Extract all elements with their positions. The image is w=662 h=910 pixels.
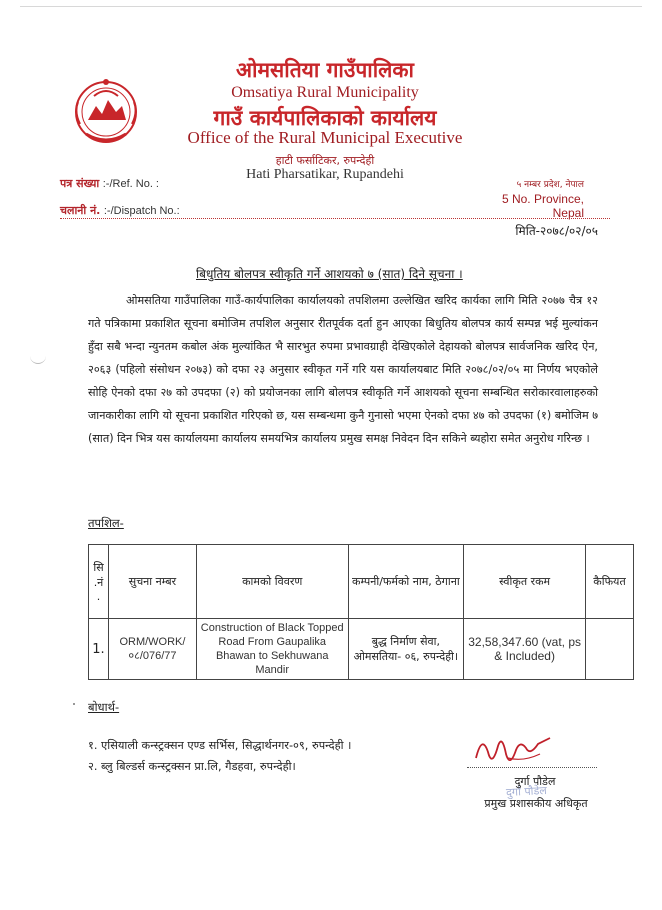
- col-header-work: कामको विवरण: [196, 545, 348, 619]
- ref-label-np: पत्र संख्या: [60, 177, 100, 190]
- handwritten-signature: [468, 728, 558, 778]
- details-heading: तपशिल-: [88, 516, 124, 530]
- dispatch-number-label: [60, 203, 180, 218]
- cell-amount: 32,58,347.60 (vat, ps & Included): [464, 619, 586, 680]
- punch-mark: [30, 355, 46, 364]
- bullet-mark: [73, 703, 75, 705]
- header-divider: [60, 218, 610, 219]
- cell-sn: 1.: [89, 619, 109, 680]
- notice-body-text: ओमसतिया गाउँपालिका गाउँ-कार्यपालिका कार्यालयको तपशिलमा उल्लेखित खरिद कार्यका लागि मिति २०७७ चैत्र १२ गते पत्रिकामा प्रकाशित सूचना बमोजिम तपशिल अनुसार रीतपूर्वक दर्ता हुन आएका बिधुतिय बोलपत्र कार्य सम्पन्न भई मुल्यांकन हुँदा सबै भन्दा न्युनतम कबोल अंक मुल्यांकित भै सारभुत रुपमा प्रभावग्राही देखिएकोले देहायको बोलपत्र सार्वजनिक खरिद ऐन, २०६३ (पहिलो संसोधन २०७३) को दफा २३ अनुसार स्वीकृत गर्ने गरि यस कार्यालयबाट मिति २०७८/०२/०५ मा निर्णय भएकोले सोहि ऐनको दफा २७ को उपदफा (२) को प्रयोजनका लागि बोलपत्र स्वीकृति गर्ने आशयको सूचना सम्बन्धित सरोकारवालाहरुको जानकारीका लागि यो सूचना प्रकाशित गरिएको छ, यस सम्बन्धमा कुनै गुनासो भएमा ऐनको दफा ४७ को उपदफा (१) बमोजिम ७ (सात) दिन भित्र यस कार्यालयमा कार्यालय समयभित्र कार्यालय प्रमुख समक्ष निवेदन दिन सकिने ब्यहोरा समेत अनुरोध गरिन्छ ।: [88, 294, 599, 445]
- cc-item-1: १. एसियाली कन्स्ट्रक्सन एण्ड सर्भिस, सिद्धार्थनगर-०९, रुपन्देही ।: [88, 739, 352, 752]
- col-header-amount: स्वीकृत रकम: [464, 545, 586, 619]
- signatory-title: प्रमुख प्रशासकीय अधिकृत: [484, 797, 588, 810]
- nepal-emblem-icon: [66, 72, 146, 150]
- ref-number-label: [60, 176, 159, 191]
- cell-company: बुद्ध निर्माण सेवा, ओमसतिया- ०६, रुपन्देही।: [348, 619, 464, 680]
- ref-label-en: :-/Ref. No. :: [102, 178, 159, 190]
- official-stamp-text: दुर्गा पौडेल: [505, 783, 548, 800]
- dispatch-label-np: चलानी नं.: [60, 204, 101, 217]
- col-header-remarks: कैफियत: [586, 545, 634, 619]
- notice-subject: बिधुतिय बोलपत्र स्वीकृति गर्ने आशयको ७ (सात) दिने सूचना ।: [196, 267, 463, 281]
- dispatch-label-en: :-/Dispatch No.:: [103, 205, 180, 217]
- province-en: 5 No. Province, Nepal: [501, 192, 584, 220]
- municipality-name-np: ओमसतिया गाउँपालिका: [236, 58, 414, 82]
- col-header-company: कम्पनी/फर्मको नाम, ठेगाना: [348, 545, 464, 619]
- table-header-row: [89, 545, 634, 619]
- cell-notice-no: ORM/WORK/ ०८/076/77: [108, 619, 196, 680]
- col-header-notice-no: सुचना नम्बर: [108, 545, 196, 619]
- address-en: Hati Pharsatikar, Rupandehi: [246, 167, 404, 182]
- province-np: ५ नम्बर प्रदेश, नेपाल: [516, 180, 584, 190]
- cc-item-2: २. ब्लु बिल्डर्स कन्स्ट्रक्सन प्रा.लि, गैडहवा, रुपन्देही।: [88, 760, 296, 773]
- notice-body: [88, 289, 598, 450]
- signature-line: [467, 767, 597, 768]
- top-divider: [20, 6, 642, 7]
- cell-remarks: [586, 619, 634, 680]
- address-np: हाटी फर्साटिकर, रुपन्देही: [275, 154, 375, 167]
- signatory-name: दुर्गा पौडेल: [514, 775, 556, 788]
- col-header-sn: सि .नं .: [89, 545, 109, 619]
- office-name-np: गाउँ कार्यपालिकाको कार्यालय: [213, 106, 437, 130]
- cc-heading: बोधार्थ-: [88, 700, 120, 714]
- table-row: [89, 619, 634, 680]
- award-table: [88, 544, 634, 680]
- cell-work: Construction of Black Topped Road From Gaupalika Bhawan to Sekhuwana Mandir: [196, 619, 348, 680]
- office-name-en: Office of the Rural Municipal Executive: [187, 128, 463, 147]
- municipality-name-en: Omsatiya Rural Municipality: [231, 84, 419, 101]
- letter-date: मिति-२०७८/०२/०५: [515, 224, 598, 238]
